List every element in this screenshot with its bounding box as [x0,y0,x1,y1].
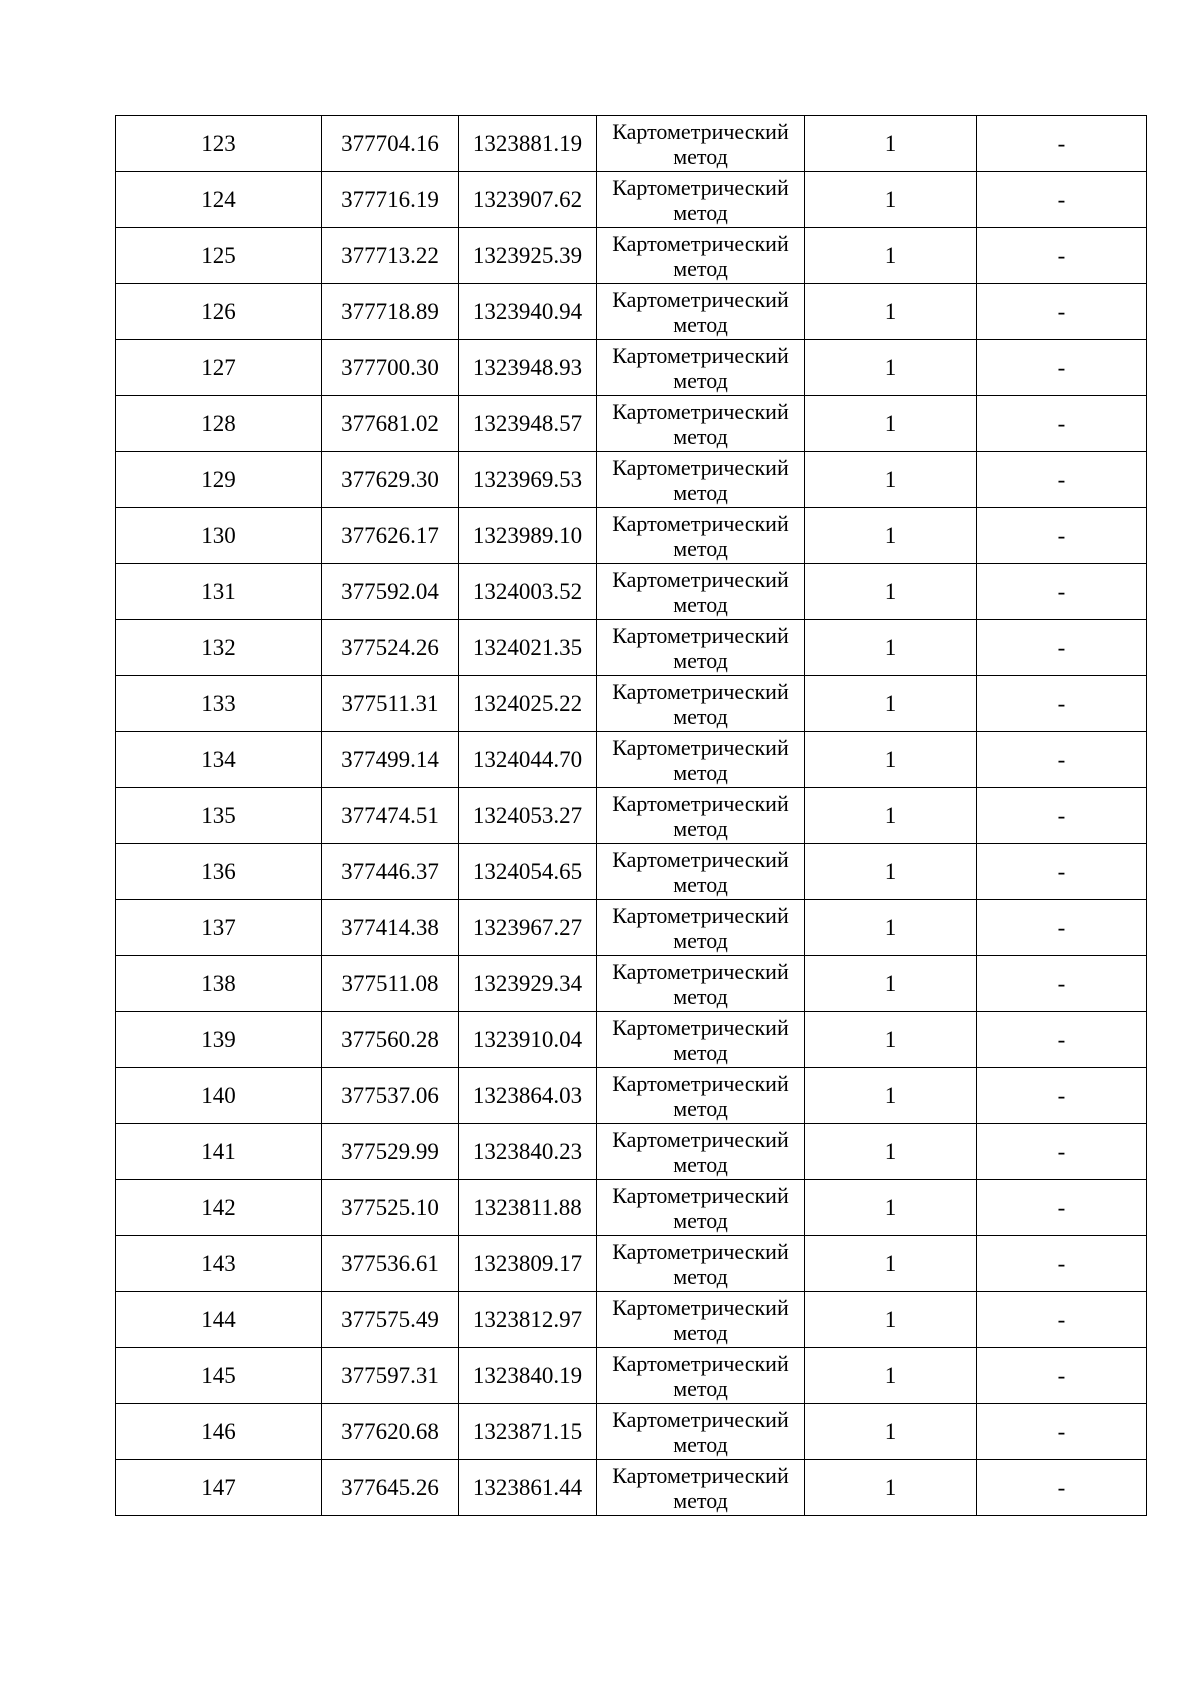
accuracy-cell: 1 [805,1180,977,1236]
y-coordinate-cell: 1323940.94 [459,284,597,340]
accuracy-cell: 1 [805,116,977,172]
table-row [116,1012,1147,1068]
method-label-line2: метод [673,424,728,449]
x-coordinate-cell: 377499.14 [322,732,459,788]
y-coordinate-cell: 1323910.04 [459,1012,597,1068]
accuracy-cell: 1 [805,956,977,1012]
accuracy-cell: 1 [805,676,977,732]
point-number-cell: 134 [116,732,322,788]
point-number-cell: 130 [116,508,322,564]
method-cell [597,1236,805,1292]
y-coordinate-cell: 1323989.10 [459,508,597,564]
table-row [116,340,1147,396]
method-label-line2: метод [673,144,728,169]
point-number-cell: 147 [116,1460,322,1516]
table-row [116,452,1147,508]
table-row [116,396,1147,452]
accuracy-cell: 1 [805,1124,977,1180]
note-cell: - [977,1404,1147,1460]
point-number-cell: 136 [116,844,322,900]
method-label-line2: метод [673,984,728,1009]
accuracy-cell: 1 [805,1068,977,1124]
x-coordinate-cell: 377474.51 [322,788,459,844]
method-label-line1: Картометрический [612,1295,789,1320]
y-coordinate-cell: 1323840.23 [459,1124,597,1180]
note-cell: - [977,676,1147,732]
method-label-line2: метод [673,1320,728,1345]
point-number-cell: 140 [116,1068,322,1124]
method-label-line2: метод [673,1208,728,1233]
note-cell: - [977,732,1147,788]
x-coordinate-cell: 377704.16 [322,116,459,172]
method-label-line1: Картометрический [612,287,789,312]
method-label-line2: метод [673,648,728,673]
x-coordinate-cell: 377575.49 [322,1292,459,1348]
accuracy-cell: 1 [805,396,977,452]
method-label-line1: Картометрический [612,959,789,984]
table-row [116,1124,1147,1180]
method-label-line1: Картометрический [612,511,789,536]
method-label-line2: метод [673,872,728,897]
point-number-cell: 139 [116,1012,322,1068]
y-coordinate-cell: 1323925.39 [459,228,597,284]
method-label-line1: Картометрический [612,847,789,872]
method-cell [597,620,805,676]
method-label-line1: Картометрический [612,1071,789,1096]
note-cell: - [977,172,1147,228]
method-label-line2: метод [673,1376,728,1401]
method-cell [597,732,805,788]
point-number-cell: 125 [116,228,322,284]
method-cell [597,1124,805,1180]
method-label-line1: Картометрический [612,231,789,256]
method-label-line2: метод [673,200,728,225]
accuracy-cell: 1 [805,228,977,284]
method-label-line1: Картометрический [612,1463,789,1488]
x-coordinate-cell: 377626.17 [322,508,459,564]
method-label-line1: Картометрический [612,1351,789,1376]
method-label-line1: Картометрический [612,1015,789,1040]
accuracy-cell: 1 [805,1404,977,1460]
x-coordinate-cell: 377537.06 [322,1068,459,1124]
accuracy-cell: 1 [805,564,977,620]
table-row [116,284,1147,340]
y-coordinate-cell: 1323967.27 [459,900,597,956]
accuracy-cell: 1 [805,1236,977,1292]
note-cell: - [977,508,1147,564]
method-cell [597,172,805,228]
table-row [116,1460,1147,1516]
point-number-cell: 138 [116,956,322,1012]
method-label-line2: метод [673,760,728,785]
table-row [116,564,1147,620]
coordinates-table-body [116,116,1147,1516]
method-cell [597,1404,805,1460]
table-row [116,1068,1147,1124]
method-label-line2: метод [673,592,728,617]
y-coordinate-cell: 1323809.17 [459,1236,597,1292]
method-cell [597,452,805,508]
note-cell: - [977,788,1147,844]
x-coordinate-cell: 377629.30 [322,452,459,508]
note-cell: - [977,1068,1147,1124]
method-label-line1: Картометрический [612,1127,789,1152]
method-cell [597,1292,805,1348]
y-coordinate-cell: 1323948.57 [459,396,597,452]
note-cell: - [977,1180,1147,1236]
accuracy-cell: 1 [805,172,977,228]
note-cell: - [977,340,1147,396]
method-label-line2: метод [673,816,728,841]
method-label-line2: метод [673,480,728,505]
accuracy-cell: 1 [805,508,977,564]
y-coordinate-cell: 1323812.97 [459,1292,597,1348]
note-cell: - [977,844,1147,900]
point-number-cell: 132 [116,620,322,676]
table-row [116,1404,1147,1460]
x-coordinate-cell: 377529.99 [322,1124,459,1180]
y-coordinate-cell: 1323871.15 [459,1404,597,1460]
x-coordinate-cell: 377716.19 [322,172,459,228]
method-cell [597,676,805,732]
point-number-cell: 146 [116,1404,322,1460]
method-label-line2: метод [673,312,728,337]
y-coordinate-cell: 1323840.19 [459,1348,597,1404]
accuracy-cell: 1 [805,788,977,844]
y-coordinate-cell: 1323948.93 [459,340,597,396]
point-number-cell: 131 [116,564,322,620]
point-number-cell: 143 [116,1236,322,1292]
y-coordinate-cell: 1324021.35 [459,620,597,676]
note-cell: - [977,1348,1147,1404]
table-row [116,900,1147,956]
method-cell [597,508,805,564]
method-label-line2: метод [673,536,728,561]
y-coordinate-cell: 1323811.88 [459,1180,597,1236]
accuracy-cell: 1 [805,452,977,508]
point-number-cell: 133 [116,676,322,732]
note-cell: - [977,228,1147,284]
y-coordinate-cell: 1323881.19 [459,116,597,172]
note-cell: - [977,1124,1147,1180]
x-coordinate-cell: 377511.08 [322,956,459,1012]
point-number-cell: 124 [116,172,322,228]
method-cell [597,1460,805,1516]
method-label-line1: Картометрический [612,791,789,816]
method-label-line2: метод [673,1096,728,1121]
x-coordinate-cell: 377681.02 [322,396,459,452]
note-cell: - [977,564,1147,620]
method-label-line2: метод [673,256,728,281]
method-label-line2: метод [673,1040,728,1065]
accuracy-cell: 1 [805,844,977,900]
x-coordinate-cell: 377718.89 [322,284,459,340]
accuracy-cell: 1 [805,620,977,676]
point-number-cell: 127 [116,340,322,396]
y-coordinate-cell: 1323907.62 [459,172,597,228]
x-coordinate-cell: 377511.31 [322,676,459,732]
method-label-line2: метод [673,928,728,953]
method-label-line1: Картометрический [612,119,789,144]
table-row [116,1180,1147,1236]
method-label-line1: Картометрический [612,343,789,368]
method-label-line1: Картометрический [612,1407,789,1432]
note-cell: - [977,620,1147,676]
method-cell [597,1012,805,1068]
method-cell [597,956,805,1012]
method-label-line2: метод [673,368,728,393]
method-cell [597,396,805,452]
point-number-cell: 128 [116,396,322,452]
method-cell [597,900,805,956]
x-coordinate-cell: 377713.22 [322,228,459,284]
note-cell: - [977,452,1147,508]
note-cell: - [977,1292,1147,1348]
x-coordinate-cell: 377592.04 [322,564,459,620]
table-row [116,116,1147,172]
table-row [116,508,1147,564]
accuracy-cell: 1 [805,1012,977,1068]
method-label-line2: метод [673,1264,728,1289]
method-cell [597,340,805,396]
point-number-cell: 142 [116,1180,322,1236]
table-row [116,1292,1147,1348]
method-label-line2: метод [673,704,728,729]
method-label-line1: Картометрический [612,903,789,928]
method-label-line1: Картометрический [612,399,789,424]
point-number-cell: 135 [116,788,322,844]
accuracy-cell: 1 [805,1348,977,1404]
method-label-line1: Картометрический [612,1183,789,1208]
x-coordinate-cell: 377597.31 [322,1348,459,1404]
note-cell: - [977,1460,1147,1516]
note-cell: - [977,956,1147,1012]
y-coordinate-cell: 1324044.70 [459,732,597,788]
point-number-cell: 137 [116,900,322,956]
x-coordinate-cell: 377620.68 [322,1404,459,1460]
table-row [116,1236,1147,1292]
x-coordinate-cell: 377446.37 [322,844,459,900]
y-coordinate-cell: 1324053.27 [459,788,597,844]
table-row [116,844,1147,900]
method-label-line2: метод [673,1152,728,1177]
method-label-line1: Картометрический [612,567,789,592]
method-label-line1: Картометрический [612,1239,789,1264]
table-row [116,676,1147,732]
y-coordinate-cell: 1323929.34 [459,956,597,1012]
table-row [116,228,1147,284]
coordinates-table [115,115,1147,1516]
note-cell: - [977,1236,1147,1292]
y-coordinate-cell: 1324054.65 [459,844,597,900]
y-coordinate-cell: 1323864.03 [459,1068,597,1124]
method-cell [597,1068,805,1124]
note-cell: - [977,116,1147,172]
accuracy-cell: 1 [805,1460,977,1516]
accuracy-cell: 1 [805,340,977,396]
accuracy-cell: 1 [805,1292,977,1348]
y-coordinate-cell: 1324025.22 [459,676,597,732]
x-coordinate-cell: 377645.26 [322,1460,459,1516]
method-cell [597,844,805,900]
method-cell [597,564,805,620]
note-cell: - [977,284,1147,340]
table-row [116,732,1147,788]
table-row [116,620,1147,676]
method-cell [597,116,805,172]
accuracy-cell: 1 [805,900,977,956]
method-cell [597,1180,805,1236]
x-coordinate-cell: 377700.30 [322,340,459,396]
x-coordinate-cell: 377560.28 [322,1012,459,1068]
accuracy-cell: 1 [805,732,977,788]
method-label-line1: Картометрический [612,175,789,200]
x-coordinate-cell: 377414.38 [322,900,459,956]
method-cell [597,228,805,284]
x-coordinate-cell: 377524.26 [322,620,459,676]
note-cell: - [977,900,1147,956]
method-cell [597,788,805,844]
y-coordinate-cell: 1324003.52 [459,564,597,620]
table-row [116,1348,1147,1404]
table-row [116,172,1147,228]
y-coordinate-cell: 1323969.53 [459,452,597,508]
method-label-line1: Картометрический [612,735,789,760]
method-cell [597,1348,805,1404]
point-number-cell: 126 [116,284,322,340]
point-number-cell: 145 [116,1348,322,1404]
method-label-line1: Картометрический [612,623,789,648]
method-label-line1: Картометрический [612,455,789,480]
accuracy-cell: 1 [805,284,977,340]
y-coordinate-cell: 1323861.44 [459,1460,597,1516]
point-number-cell: 129 [116,452,322,508]
method-label-line2: метод [673,1432,728,1457]
table-row [116,788,1147,844]
point-number-cell: 141 [116,1124,322,1180]
point-number-cell: 144 [116,1292,322,1348]
method-cell [597,284,805,340]
table-row [116,956,1147,1012]
note-cell: - [977,1012,1147,1068]
x-coordinate-cell: 377525.10 [322,1180,459,1236]
note-cell: - [977,396,1147,452]
point-number-cell: 123 [116,116,322,172]
x-coordinate-cell: 377536.61 [322,1236,459,1292]
method-label-line1: Картометрический [612,679,789,704]
method-label-line2: метод [673,1488,728,1513]
